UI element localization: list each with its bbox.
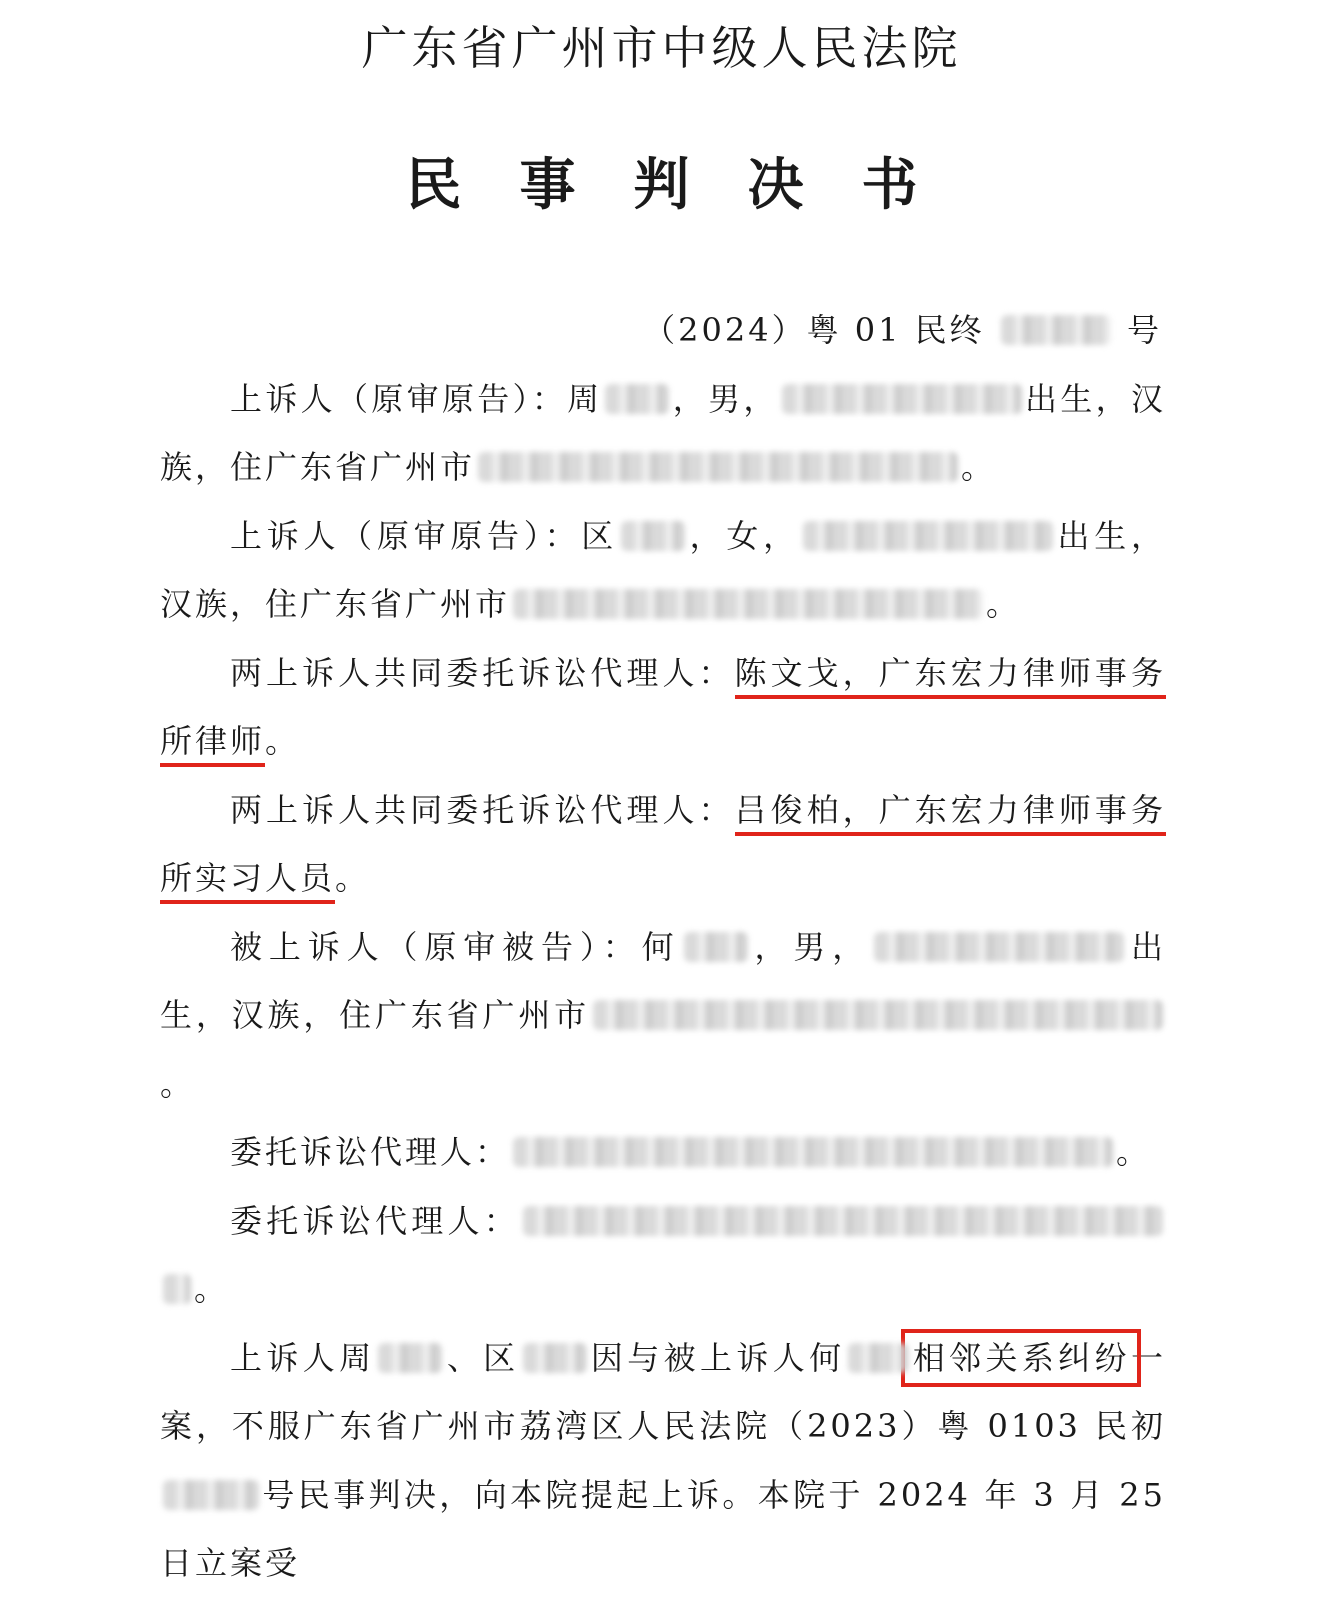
agent-1-label: 两上诉人共同委托诉讼代理人： [230, 653, 735, 692]
redacted-address [513, 589, 983, 619]
summary-text-5: 号民事判决，向本院提起上诉。本院于 2024 年 3 月 25 日立案受 [160, 1475, 1166, 1582]
summary-text-1: 上诉人周 [230, 1338, 376, 1377]
appellee-agent-2 [160, 1187, 1166, 1324]
redacted-address [593, 1000, 1163, 1030]
appellant-2 [160, 502, 1166, 639]
appellee-label: 被上诉人（原审被告）：何 [230, 927, 681, 966]
appellee-agent-1 [160, 1118, 1166, 1187]
period: 。 [335, 859, 371, 897]
appellee [160, 913, 1166, 1119]
summary-text-3: 因与被上诉人何 [589, 1338, 846, 1377]
case-number [160, 296, 1162, 365]
redacted-case-serial [163, 1480, 259, 1510]
redacted-name [848, 1343, 908, 1373]
appellant-1-label: 上诉人（原审原告）：周 [230, 379, 603, 418]
agent-2-underlined-name: 吕俊柏，广东宏力律师事务所实习人员 [160, 791, 1166, 905]
appellant-2-origin: 出生，汉族，住广东省广州市 [160, 516, 1166, 623]
redacted-name [621, 521, 685, 551]
summary-text-2: 、区 [445, 1338, 520, 1377]
period: 。 [986, 585, 1022, 623]
appellant-1-gender: ，男， [672, 379, 779, 418]
period: 。 [194, 1270, 230, 1308]
appellee-gender: ，男， [750, 927, 872, 966]
redacted-birthdate [782, 384, 1022, 414]
redacted-case-serial [1001, 315, 1111, 345]
appellant-1 [160, 365, 1166, 502]
redacted-name [523, 1343, 587, 1373]
redacted-birthdate [803, 521, 1053, 551]
appellee-agent-1-label: 委托诉讼代理人： [230, 1133, 511, 1171]
summary-text-4: 一案，不服广东省广州市荔湾区人民法院（2023）粤 0103 民初 [160, 1338, 1166, 1445]
redacted-birthdate [874, 932, 1124, 962]
redacted-address [478, 452, 958, 482]
case-summary [160, 1324, 1166, 1598]
document-type-title: 民事判决书 [405, 152, 976, 218]
period: 。 [265, 722, 301, 760]
court-name: 广东省广州市中级人民法院 [361, 21, 962, 75]
agent-1 [160, 639, 1166, 776]
agent-1-underlined-name: 陈文戈，广东宏力律师事务所律师 [160, 654, 1166, 768]
appellant-1-origin: 出生，汉族，住广东省广州市 [160, 379, 1166, 486]
appellee-agent-2-label: 委托诉讼代理人： [230, 1201, 520, 1240]
period: 。 [961, 448, 997, 486]
agent-2-label: 两上诉人共同委托诉讼代理人： [230, 790, 735, 829]
dispute-type-highlight: 相邻关系纠纷 [911, 1338, 1131, 1377]
period: 。 [1116, 1133, 1152, 1171]
appellee-origin: 出生，汉族，住广东省广州市 [160, 927, 1166, 1034]
case-number-prefix: （2024）粤 01 民终 [643, 311, 985, 349]
period: 。 [160, 1064, 196, 1103]
appellant-2-gender: ，女， [687, 516, 800, 555]
appellant-2-label: 上诉人（原审原告）：区 [230, 516, 618, 555]
redacted-name [684, 932, 748, 962]
judgment-body [160, 296, 1166, 1598]
redacted-agent-info [513, 1137, 1113, 1167]
case-number-suffix: 号 [1126, 311, 1162, 349]
redacted-agent-info [523, 1206, 1163, 1236]
agent-2 [160, 776, 1166, 913]
redacted-name [378, 1343, 442, 1373]
redacted-agent-info-tail [163, 1274, 191, 1304]
redacted-name [605, 384, 669, 414]
